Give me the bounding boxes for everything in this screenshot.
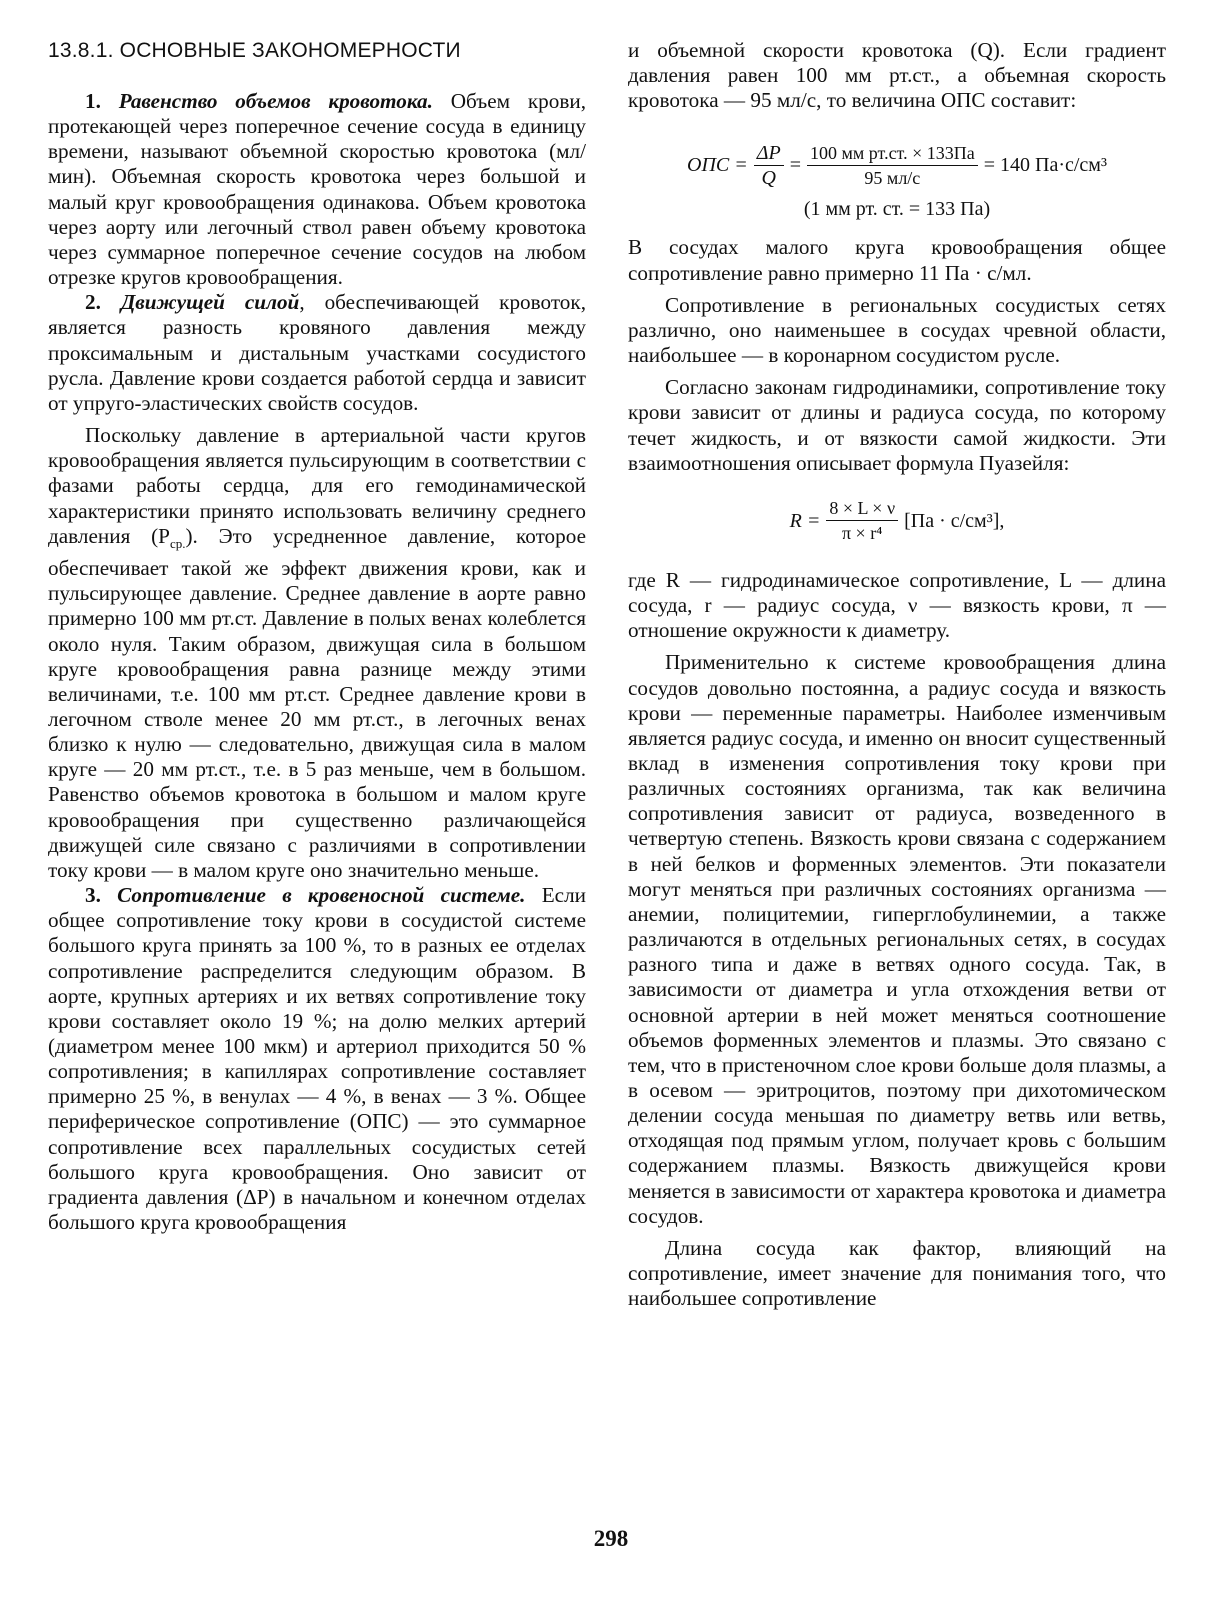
fraction-denominator: Q: [761, 166, 776, 189]
formula-poiseuille: [628, 494, 1166, 548]
paragraph-circulation: Применительно к системе кровообращения длина сосудов довольно постоянна, а радиус сосуда и вязкость крови — переменные параметры. Наиболее изменчивым является радиус сосуда, и именно он вносит существенный вклад в изменения сопротивления току крови при различных состояниях организма, так как величина сопротивления зависит от радиуса, возведенного в четвертую степень. Вязкость крови связана с содержанием в ней белков и форменных элементов. Эти показатели могут меняться при различных состояниях организма — анемии, полицитемии, гиперглобулинемии, а также различаются в отдельных региональных сетях, в сосудах разного типа и даже в ветвях одного сосуда. Так, в зависимости от диаметра и угла отхождения ветви от основной артерии в ней может меняться соотношение объемов форменных элементов и плазмы. Это связано с тем, что в пристеночном слое крови больше доля плазмы, а в осевом — эритроцитов, поэтому при дихотомическом делении сосуда меньшая по диаметру ветвь или ветвь, отходящая под прямым углом, получает кровь с большим содержанием плазмы. Вязкость движущейся крови меняется в зависимости от характера кровотока и диаметра сосудов.: [628, 650, 1166, 1228]
fraction-denominator: 95 мл/с: [864, 167, 921, 188]
paragraph-text: Если общее сопротивление току крови в сосудистой системе большого круга принять за 100 %, то в разных ее отделах сопротивление распределится следующим образом. В аорте, крупных артериях и их ветвях сопротивление току крови составляет около 19 %; на долю мелких артерий (диаметром менее 100 мкм) и артериол приходится 50 % сопротивления; в капиллярах сопротивление составляет примерно 25 %, в венулах — 4 %, в венах — 3 %. Общее периферическое сопротивление (ОПС) — это суммарное сопротивление всех параллельных сосудистых сетей большого круга кровообращения. Оно зависит от градиента давления (ΔP) в начальном и конечном отделах большого круга кровообращения: [48, 883, 586, 1235]
paragraph-pulmonary: В сосудах малого круга кровообращения общее сопротивление равно примерно 11 Па · с/мл.: [628, 235, 1166, 285]
formula-equals: =: [789, 154, 802, 177]
paragraph-equality: [48, 89, 586, 290]
paragraph-resistance: [48, 883, 586, 1235]
item-number: 2.: [85, 290, 101, 315]
item-number: 1.: [85, 89, 101, 113]
paragraph-text: ). Это усредненное давление, которое обеспечивает такой же эффект движения крови, как и пульсирующее давление. Среднее давление в аорте равно примерно 100 мм рт.ст. Давление в полых венах колеблется около нуля. Таким образом, движущая сила в большом круге кровообращения равна разнице между этими величинами, т.е. 100 мм рт.ст. Среднее давление крови в легочном стволе менее 20 мм рт.ст., в легочных венах близко к нулю — следовательно, движущая сила в малом круге — 20 мм рт.ст., т.е. в 5 раз меньше, чем в большом. Равенство объемов кровотока в большом и малом круге кровообращения при существенно различающейся движущей силе связано с различиями в сопротивлении току крови — в малом круге оно значительно меньше.: [48, 523, 586, 882]
paragraph-text: Поскольку давление в артериальной части кругов кровообращения является пульсирующим в соответствии с фазами работы сердца, для его гемодинамической характеристики принято использовать величину среднего давления (P: [48, 423, 586, 548]
subscript: ср.: [169, 535, 186, 551]
formula-units: [Па · с/см³],: [904, 509, 1005, 532]
left-column: [48, 38, 586, 1235]
item-title: Движущей силой: [120, 290, 300, 315]
item-title: Сопротивление в кровеносной системе.: [117, 883, 526, 908]
paragraph-hydrodynamics: Согласно законам гидродинамики, сопротивление току крови зависит от длины и радиуса сосуда, по которому течет жидкость, и от вязкости самой жидкости. Эти взаимоотношения описывает формула Пуазейля:: [628, 375, 1166, 475]
fraction-numerator: ΔP: [754, 142, 784, 166]
paragraph-continuation: и объемной скорости кровотока (Q). Если градиент давления равен 100 мм рт.ст., а объемная скорость кровотока — 95 мл/с, то величина ОПС составит:: [628, 38, 1166, 113]
fraction-numerator: 100 мм рт.ст. × 133Па: [807, 142, 978, 166]
paragraph-length: Длина сосуда как фактор, влияющий на сопротивление, имеет значение для понимания того, что наибольшее сопротивление: [628, 1235, 1166, 1311]
fraction: [754, 142, 784, 189]
fraction: [807, 142, 978, 189]
formula-lhs: R =: [789, 509, 821, 532]
paragraph-mean-pressure: [48, 423, 586, 883]
paragraph-text: Объем крови, протекающей через поперечное сечение сосуда в единицу времени, называют объемной скоростью кровотока (мл/мин). Объемная скорость кровотока через большой и малый круг кровообращения одинакова. Объем кровотока через аорту или легочный ствол равен объему кровотока через суммарное поперечное сечение сосудов на любом отрезке кругов кровообращения.: [48, 89, 586, 290]
item-title: Равенство объемов кровотока.: [118, 89, 433, 113]
formula-ops: [628, 135, 1166, 195]
formula-lhs: ОПС =: [687, 154, 748, 177]
right-column: [628, 38, 1166, 1311]
fraction: [826, 497, 898, 544]
fraction-numerator: 8 × L × ν: [826, 497, 898, 521]
section-heading: 13.8.1. ОСНОВНЫЕ ЗАКОНОМЕРНОСТИ: [48, 39, 461, 62]
formula-result: = 140 Па·с/см³: [983, 154, 1107, 177]
item-number: 3.: [85, 883, 101, 908]
fraction-denominator: π × r⁴: [841, 523, 883, 544]
formula-note: (1 мм рт. ст. = 133 Па): [803, 198, 991, 221]
paragraph-legend: где R — гидродинамическое сопротивление, L — длина сосуда, r — радиус сосуда, ν — вязкость крови, π — отношение окружности к диаметру.: [628, 567, 1166, 643]
paragraph-text: , обеспечивающей кровоток, является разность кровяного давления между проксимальным и дистальным участками сосудистого русла. Давление крови создается работой сердца и зависит от упруго-эластических свойств сосудов.: [48, 290, 586, 415]
paragraph-driving-force: [48, 290, 586, 416]
paragraph-regional: Сопротивление в региональных сосудистых сетях различно, оно наименьшее в сосудах чревной области, наибольшее — в коронарном сосудистом русле.: [628, 292, 1166, 368]
page-number: 298: [593, 1526, 629, 1551]
